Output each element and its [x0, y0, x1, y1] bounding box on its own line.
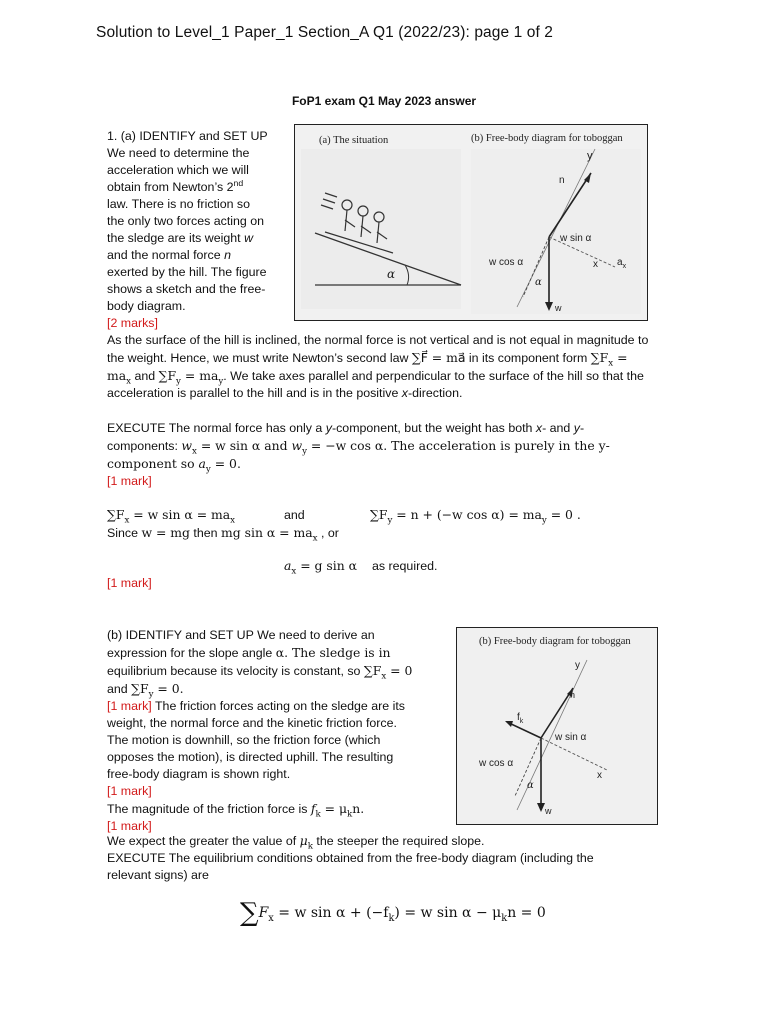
superscript-nd: nd: [233, 177, 244, 188]
fbd2-w-label: w: [545, 806, 552, 816]
fbd2-fk-label: $f_k$: [517, 712, 524, 725]
fbd2-wsin-label: w sin α: [555, 732, 587, 743]
fbd1-alpha-label: α: [535, 277, 542, 288]
part-b-expect: We expect the greater the value of $\mu_k$ the steeper the required slope. EXECUTE The equilibrium conditions obtained from the free-body diagram (including the relevant signs) are: [107, 833, 594, 882]
fig1-label-b: (b) Free-body diagram for toboggan: [471, 133, 623, 144]
symbol-n: n: [224, 248, 231, 262]
mark-label: [1 mark]: [107, 784, 152, 798]
figure-1-drawing: [295, 125, 647, 320]
intro-line: the only two forces acting on: [107, 214, 265, 228]
intro-line: body diagram.: [107, 299, 186, 313]
fbd1-ax-label: $a_x$: [617, 257, 627, 270]
mark-label: [2 marks]: [107, 316, 158, 330]
fbd2-alpha-label: α: [527, 780, 534, 791]
mark-label: [1 mark]: [107, 576, 152, 590]
part-a-paragraph-1: As the surface of the hill is inclined, the normal force is not vertical and is not equal in magnitude to the weight. Hence, we must write Newton’s second law ∑F⃗ = ma⃗ in its component form $\sum F_x = ma_x$ and $\sum F_y = ma_y$. We take axes parallel and perpendicular to the surface of the hill so that the acceleration is parallel to the hill and is in the positive x-direction.: [107, 333, 649, 400]
intro-line: exerted by the hill. The figure: [107, 265, 267, 279]
intro-line: shows a sketch and the free-: [107, 282, 266, 296]
part-a-lead: 1. (a) IDENTIFY and SET UP: [107, 129, 268, 143]
sum-fy: $\sum F_y = ma_y$: [158, 368, 224, 387]
result-equation: $a_x = g$ sin α: [284, 558, 358, 577]
symbol-w: w: [244, 231, 254, 245]
since-line: Since w = mg then mg $\sin \alpha = ma_x$ , or: [107, 525, 339, 544]
alpha-label: α: [387, 267, 396, 281]
fbd2-y-label: y: [575, 660, 580, 671]
part-b-text: (b) IDENTIFY and SET UP We need to derive an expression for the slope angle α. The sledge is in equilibrium because its velocity is constant, so $\sum F_x = 0$ and $\sum F_y = 0$. [1 mark] The friction forces acting on the sledge are its weight, the normal force and the kinetic friction force. The motion is downhill, so the friction force (which opposes the motion), is directed uphill. The resulting free-body diagram is shown right. [1 mark] The magnitude of the friction force is $f_k = \mu_kn$. [1 mark]: [107, 627, 452, 835]
part-a-intro: [107, 128, 292, 332]
page-title: FoP1 exam Q1 May 2023 answer: [291, 94, 477, 108]
fbd1-x-label: x: [593, 259, 598, 270]
fbd1-n-label: n: [559, 175, 565, 186]
intro-line: We need to determine the: [107, 146, 250, 160]
fbd1-wsin-label: w sin α: [560, 233, 592, 244]
fbd1-w-label: w: [555, 303, 562, 313]
mark-label: [1 mark]: [107, 819, 152, 833]
equation-fy: $\sum F_y = n + (-w$ $\cos \alpha) = ma_y = 0$ .: [370, 507, 581, 526]
fbd2-x-label: x: [597, 770, 602, 781]
fbd1-wcos-label: w cos α: [489, 257, 524, 268]
intro-line: and the normal force n: [107, 248, 231, 262]
part-a-execute: EXECUTE The normal force has only a y-component, but the weight has both x- and y-components: $w_x = w$ sin α and $w_y = -w$ cos α. The acceleration is purely in the y-component so $a_y = 0$. [1 mark]: [107, 420, 655, 490]
equilibrium-equation: $\sum F_x = w$ $\sin \alpha + (-f_k) = w$ $\sin \alpha - \mu_kn = 0$: [240, 898, 546, 928]
fbd2-wcos-label: w cos α: [479, 758, 514, 769]
fbd1-y-label: y: [587, 150, 593, 162]
fig2-label: (b) Free-body diagram for toboggan: [479, 636, 631, 647]
intro-line: obtain from Newton’s 2nd: [107, 177, 244, 194]
intro-line: law. There is no friction so: [107, 197, 251, 211]
newton-law: ∑F⃗ = ma⃗: [411, 350, 466, 365]
figure-situation-fbd: [294, 124, 648, 321]
figure-fbd-friction: [456, 627, 658, 825]
intro-line: the sledge are its weight w: [107, 231, 254, 245]
sum-fx: $\sum F_x = ma_x$: [107, 350, 628, 387]
fbd2-n-label: n: [570, 690, 576, 700]
result-text: as required.: [372, 559, 438, 573]
fig1-label-a: (a) The situation: [319, 135, 389, 146]
page-header: Solution to Level_1 Paper_1 Section_A Q1 (2022/23): page 1 of 2: [96, 24, 553, 41]
mark-label: [1 mark]: [107, 474, 152, 488]
mark-label: [1 mark]: [107, 699, 152, 713]
figure-2-drawing: [457, 628, 657, 824]
intro-line: acceleration which we will: [107, 163, 249, 177]
equation-and: and: [284, 508, 305, 522]
equation-fx: $\sum F_x = w$ $\sin \alpha = ma_x$: [107, 507, 236, 526]
